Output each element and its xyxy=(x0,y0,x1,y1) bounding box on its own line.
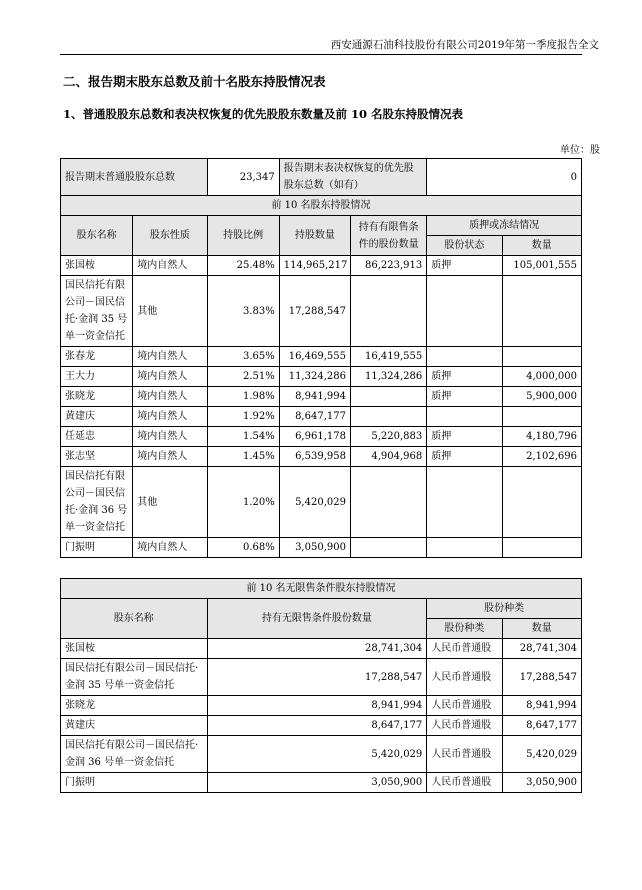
pledge-qty xyxy=(502,467,581,538)
shareholder-name: 国民信托有限公司－国民信托·金润 35 号单一资金信托 xyxy=(61,276,133,347)
holding-ratio: 1.45% xyxy=(207,447,279,467)
holding-ratio: 0.68% xyxy=(207,538,279,558)
restricted-qty xyxy=(350,538,426,558)
shareholder-name: 张国桉 xyxy=(61,639,208,659)
pledge-status xyxy=(427,407,502,427)
holding-qty: 11,324,286 xyxy=(279,367,350,387)
table-row xyxy=(61,467,582,538)
report-header: 西安通源石油科技股份有限公司2019年第一季度报告全文 xyxy=(330,39,599,51)
col-nature-header: 股东性质 xyxy=(133,216,207,256)
share-type: 人民币普通股 xyxy=(427,659,502,696)
shareholder-name: 张志坚 xyxy=(61,447,133,467)
holding-ratio: 1.92% xyxy=(207,407,279,427)
subsection-title: 1、普通股股东总数和表决权恢复的优先股股东数量及前 10 名股东持股情况表 xyxy=(63,107,464,121)
shareholder-name: 张春龙 xyxy=(61,347,133,367)
u-col-kind-type-header: 股份种类 xyxy=(427,619,502,639)
shareholder-nature: 境内自然人 xyxy=(133,367,207,387)
unit-label: 单位：股 xyxy=(560,145,600,156)
header-divider xyxy=(60,54,582,55)
pledge-qty xyxy=(502,407,581,427)
u-col-kind-qty-header: 数量 xyxy=(502,619,581,639)
holding-qty: 6,539,958 xyxy=(279,447,350,467)
restricted-qty xyxy=(350,276,426,347)
table-row xyxy=(61,659,582,696)
shareholder-nature: 境内自然人 xyxy=(133,256,207,276)
pledge-status: 质押 xyxy=(427,447,502,467)
restricted-qty xyxy=(350,387,426,407)
restricted-qty xyxy=(350,407,426,427)
pledge-status xyxy=(427,538,502,558)
section-title: 二、报告期末股东总数及前十名股东持股情况表 xyxy=(63,74,326,89)
pledge-status: 质押 xyxy=(427,387,502,407)
shareholder-name: 张晓龙 xyxy=(61,387,133,407)
table-row xyxy=(61,256,582,276)
holding-qty: 114,965,217 xyxy=(279,256,350,276)
holding-ratio: 25.48% xyxy=(207,256,279,276)
shareholder-name: 门振明 xyxy=(61,538,133,558)
shareholder-nature: 境内自然人 xyxy=(133,538,207,558)
holding-qty: 5,420,029 xyxy=(279,467,350,538)
table-row xyxy=(61,538,582,558)
col-name-header: 股东名称 xyxy=(61,216,133,256)
share-type-qty: 17,288,547 xyxy=(502,659,581,696)
holding-qty: 8,941,994 xyxy=(279,387,350,407)
restricted-qty: 4,904,968 xyxy=(350,447,426,467)
share-type: 人民币普通股 xyxy=(427,639,502,659)
shareholder-name: 张晓龙 xyxy=(61,696,208,716)
share-type-qty: 3,050,900 xyxy=(502,773,581,793)
share-type-qty: 28,741,304 xyxy=(502,639,581,659)
col-ratio-header: 持股比例 xyxy=(207,216,279,256)
share-type-qty: 5,420,029 xyxy=(502,736,581,773)
shareholder-name: 黄建庆 xyxy=(61,716,208,736)
pledge-qty: 5,900,000 xyxy=(502,387,581,407)
col-pledge-status-header: 股份状态 xyxy=(427,236,502,256)
unrestricted-caption: 前 10 名无限售条件股东持股情况 xyxy=(61,579,582,599)
pledge-status xyxy=(427,347,502,367)
share-type: 人民币普通股 xyxy=(427,696,502,716)
shareholder-nature: 境内自然人 xyxy=(133,427,207,447)
table-row xyxy=(61,696,582,716)
shareholder-name: 门振明 xyxy=(61,773,208,793)
holding-qty: 6,961,178 xyxy=(279,427,350,447)
table-row xyxy=(61,773,582,793)
table-row xyxy=(61,736,582,773)
pref-holders-label: 报告期末表决权恢复的优先股股东总数（如有） xyxy=(279,159,427,196)
pledge-qty: 4,180,796 xyxy=(502,427,581,447)
holding-qty: 3,050,900 xyxy=(279,538,350,558)
common-holders-label: 报告期末普通股股东总数 xyxy=(61,159,208,196)
table-row xyxy=(61,427,582,447)
pledge-status: 质押 xyxy=(427,427,502,447)
table-row xyxy=(61,716,582,736)
shareholder-nature: 境内自然人 xyxy=(133,407,207,427)
share-type: 人民币普通股 xyxy=(427,716,502,736)
holding-qty: 16,469,555 xyxy=(279,347,350,367)
pledge-status: 质押 xyxy=(427,367,502,387)
shareholder-name: 王大力 xyxy=(61,367,133,387)
holding-ratio: 1.20% xyxy=(207,467,279,538)
shareholder-nature: 其他 xyxy=(133,467,207,538)
unrestricted-shareholders-table xyxy=(60,578,582,793)
pledge-qty: 4,000,000 xyxy=(502,367,581,387)
col-pledge-header: 质押或冻结情况 xyxy=(427,216,582,236)
u-col-kind-header: 股份种类 xyxy=(427,599,582,619)
table-row xyxy=(61,447,582,467)
table-row xyxy=(61,387,582,407)
u-col-qty-header: 持有无限售条件股份数量 xyxy=(207,599,427,639)
table-row xyxy=(61,367,582,387)
common-holders-value: 23,347 xyxy=(207,159,279,196)
pledge-qty xyxy=(502,347,581,367)
shareholder-name: 国民信托有限公司－国民信托·金润 36 号单一资金信托 xyxy=(61,736,208,773)
unrestricted-qty: 8,647,177 xyxy=(207,716,427,736)
col-pledge-qty-header: 数量 xyxy=(502,236,581,256)
table-row xyxy=(61,639,582,659)
restricted-qty: 86,223,913 xyxy=(350,256,426,276)
holding-qty: 8,647,177 xyxy=(279,407,350,427)
unrestricted-qty: 3,050,900 xyxy=(207,773,427,793)
pledge-status xyxy=(427,276,502,347)
shareholder-nature: 其他 xyxy=(133,276,207,347)
holding-ratio: 1.54% xyxy=(207,427,279,447)
shareholder-nature: 境内自然人 xyxy=(133,387,207,407)
shareholder-name: 任延忠 xyxy=(61,427,133,447)
pledge-status: 质押 xyxy=(427,256,502,276)
shareholder-name: 张国桉 xyxy=(61,256,133,276)
restricted-qty: 11,324,286 xyxy=(350,367,426,387)
u-col-name-header: 股东名称 xyxy=(61,599,208,639)
pledge-qty xyxy=(502,276,581,347)
col-qty-header: 持股数量 xyxy=(279,216,350,256)
holding-ratio: 3.65% xyxy=(207,347,279,367)
share-type: 人民币普通股 xyxy=(427,773,502,793)
shareholder-name: 国民信托有限公司－国民信托·金润 36 号单一资金信托 xyxy=(61,467,133,538)
col-restricted-header: 持有有限售条件的股份数量 xyxy=(350,216,426,256)
table-row xyxy=(61,276,582,347)
top10-caption: 前 10 名股东持股情况 xyxy=(61,196,582,216)
holding-ratio: 3.83% xyxy=(207,276,279,347)
share-type: 人民币普通股 xyxy=(427,736,502,773)
share-type-qty: 8,647,177 xyxy=(502,716,581,736)
shareholder-name: 黄建庆 xyxy=(61,407,133,427)
pledge-qty: 105,001,555 xyxy=(502,256,581,276)
restricted-qty xyxy=(350,467,426,538)
pledge-qty xyxy=(502,538,581,558)
unrestricted-qty: 28,741,304 xyxy=(207,639,427,659)
unrestricted-qty: 17,288,547 xyxy=(207,659,427,696)
unrestricted-qty: 5,420,029 xyxy=(207,736,427,773)
restricted-qty: 5,220,883 xyxy=(350,427,426,447)
holding-ratio: 1.98% xyxy=(207,387,279,407)
table-row xyxy=(61,407,582,427)
share-type-qty: 8,941,994 xyxy=(502,696,581,716)
pref-holders-value: 0 xyxy=(427,159,582,196)
table-row xyxy=(61,347,582,367)
pledge-qty: 2,102,696 xyxy=(502,447,581,467)
unrestricted-qty: 8,941,994 xyxy=(207,696,427,716)
shareholder-nature: 境内自然人 xyxy=(133,347,207,367)
holding-qty: 17,288,547 xyxy=(279,276,350,347)
top10-shareholders-table xyxy=(60,158,582,558)
restricted-qty: 16,419,555 xyxy=(350,347,426,367)
shareholder-name: 国民信托有限公司－国民信托·金润 35 号单一资金信托 xyxy=(61,659,208,696)
holding-ratio: 2.51% xyxy=(207,367,279,387)
pledge-status xyxy=(427,467,502,538)
shareholder-nature: 境内自然人 xyxy=(133,447,207,467)
